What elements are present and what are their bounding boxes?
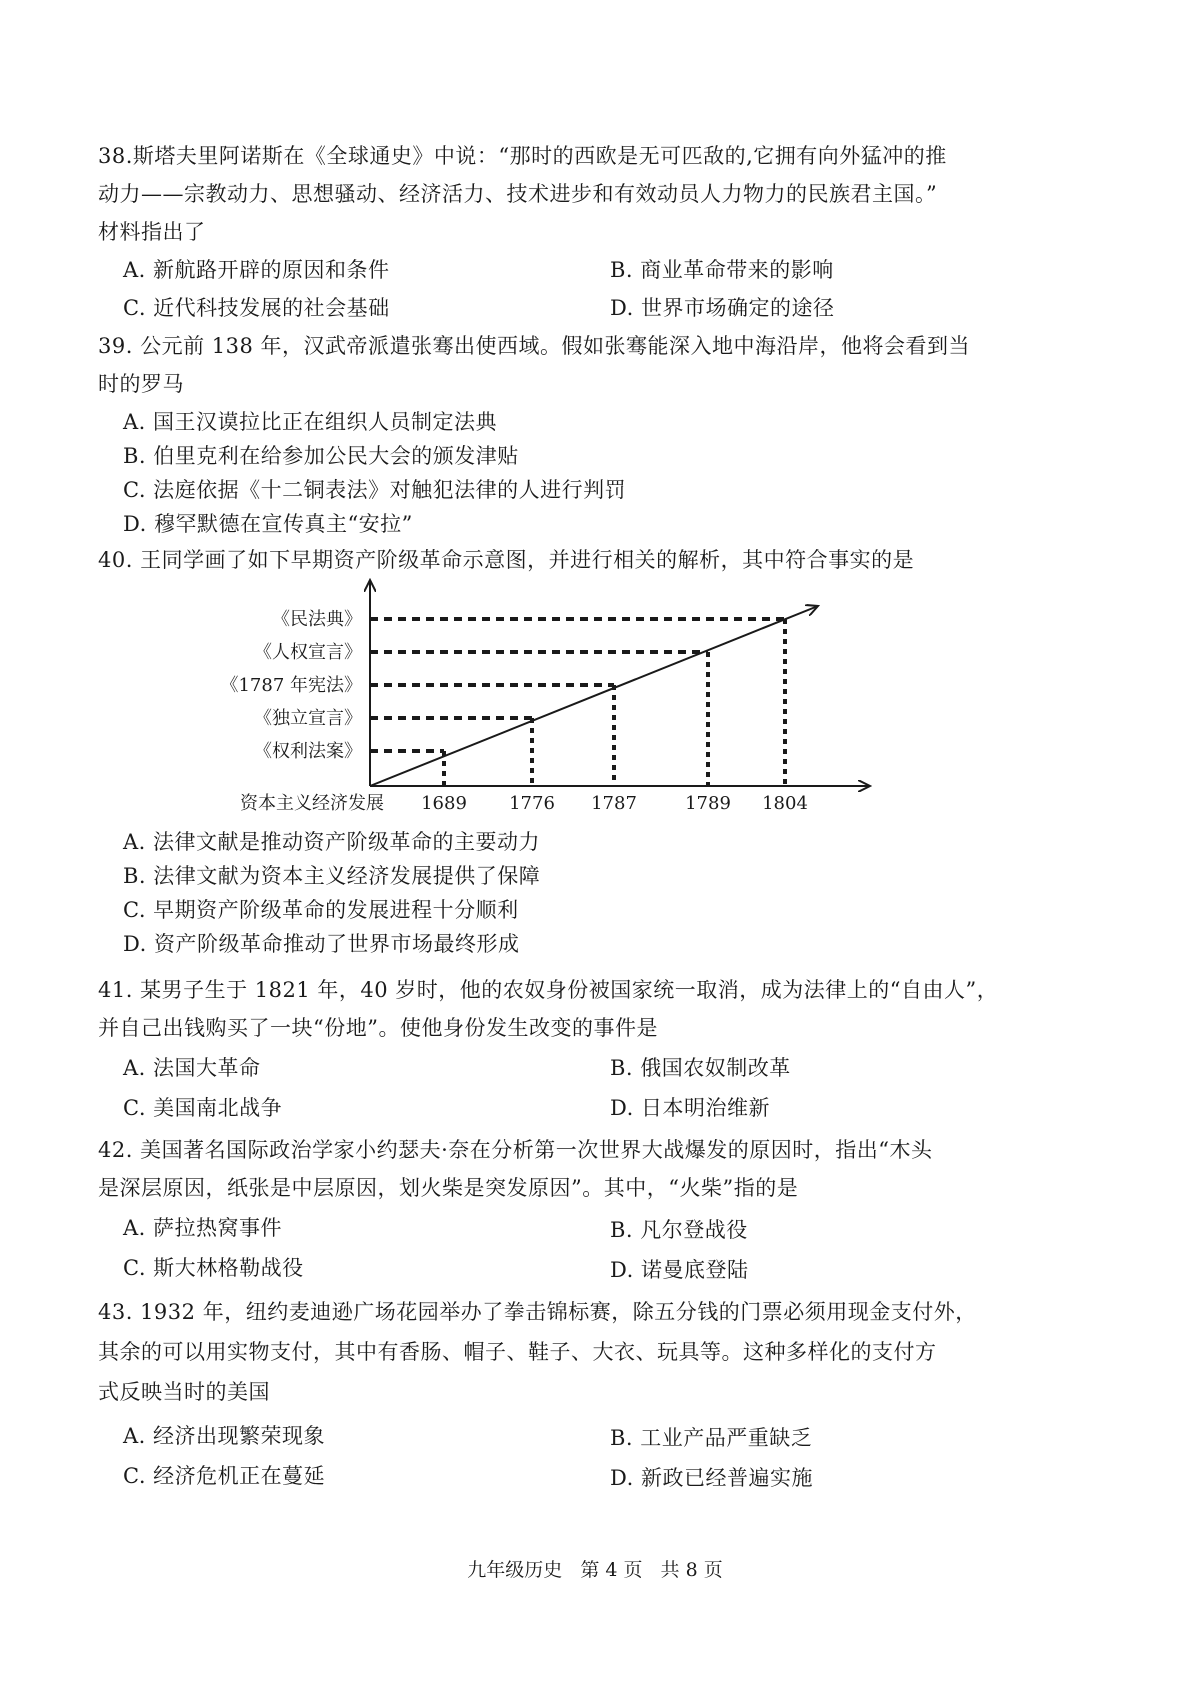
q43-option-a: A. 经济出现繁荣现象 [123, 1424, 326, 1448]
year-label-1804: 1804 [762, 793, 808, 814]
q42-option-c: C. 斯大林格勒战役 [123, 1256, 304, 1280]
q41-stem-line-2: 并自己出钱购买了一块“份地”。使他身份发生改变的事件是 [98, 1016, 658, 1040]
document-label-2: 《1787 年宪法》 [220, 675, 362, 696]
q42-stem-line-2: 是深层原因，纸张是中层原因，划火柴是突发原因”。其中，“火柴”指的是 [98, 1176, 799, 1200]
q39-stem-line-2: 时的罗马 [98, 372, 184, 396]
q39-option-a: A. 国王汉谟拉比正在组织人员制定法典 [123, 410, 498, 434]
q38-option-b: B. 商业革命带来的影响 [610, 258, 834, 282]
document-label-0: 《权利法案》 [254, 741, 362, 762]
q42-option-d: D. 诺曼底登陆 [610, 1258, 749, 1282]
year-label-1776: 1776 [509, 793, 555, 814]
q39-option-d: D. 穆罕默德在宣传真主“安拉” [123, 512, 413, 536]
q40-option-b: B. 法律文献为资本主义经济发展提供了保障 [123, 864, 541, 888]
document-label-3: 《人权宣言》 [254, 642, 362, 663]
x-axis-label: 资本主义经济发展 [240, 793, 384, 814]
footer-page-number: 第 4 页 [580, 1559, 643, 1581]
q41-option-b: B. 俄国农奴制改革 [610, 1056, 791, 1080]
q40-stem-line-1: 40. 王同学画了如下早期资产阶级革命示意图，并进行相关的解析，其中符合事实的是 [98, 548, 915, 572]
q40-option-c: C. 早期资产阶级革命的发展进程十分顺利 [123, 898, 519, 922]
year-label-1787: 1787 [591, 793, 637, 814]
document-label-4: 《民法典》 [272, 609, 362, 630]
q38-stem-line-1: 38.斯塔夫里阿诺斯在《全球通史》中说：“那时的西欧是无可匹敌的,它拥有向外猛冲的推 [98, 144, 947, 168]
document-label-1: 《独立宣言》 [254, 708, 362, 729]
q40-option-d: D. 资产阶级革命推动了世界市场最终形成 [123, 932, 520, 956]
q38-option-d: D. 世界市场确定的途径 [610, 296, 835, 320]
q43-stem-line-2: 其余的可以用实物支付，其中有香肠、帽子、鞋子、大衣、玩具等。这种多样化的支付方 [98, 1340, 937, 1364]
year-label-1789: 1789 [685, 793, 731, 814]
q39-stem-line-1: 39. 公元前 138 年，汉武帝派遣张骞出使西域。假如张骞能深入地中海沿岸，他将会看到当 [98, 334, 971, 358]
page-footer [0, 1555, 1190, 1582]
footer-total-pages: 共 8 页 [660, 1559, 723, 1581]
q43-option-d: D. 新政已经普遍实施 [610, 1466, 813, 1490]
q43-stem-line-1: 43. 1932 年，纽约麦迪逊广场花园举办了拳击锦标赛，除五分钱的门票必须用现金支付外， [98, 1300, 977, 1324]
q38-stem-line-3: 材料指出了 [98, 220, 206, 244]
year-label-1689: 1689 [421, 793, 467, 814]
q40-option-a: A. 法律文献是推动资产阶级革命的主要动力 [123, 830, 541, 854]
q39-option-b: B. 伯里克利在给参加公民大会的颁发津贴 [123, 444, 519, 468]
q42-option-b: B. 凡尔登战役 [610, 1218, 748, 1242]
q41-stem-line-1: 41. 某男子生于 1821 年，40 岁时，他的农奴身份被国家统一取消，成为法律上的“自由人”， [98, 978, 999, 1002]
q43-stem-line-3: 式反映当时的美国 [98, 1380, 270, 1404]
q39-option-c: C. 法庭依据《十二铜表法》对触犯法律的人进行判罚 [123, 478, 627, 502]
q42-option-a: A. 萨拉热窝事件 [123, 1216, 283, 1240]
q38-stem-line-2: 动力——宗教动力、思想骚动、经济活力、技术进步和有效动员人力物力的民族君主国。” [98, 182, 938, 206]
trend-arrow [370, 606, 818, 786]
q41-option-d: D. 日本明治维新 [610, 1096, 770, 1120]
q43-option-c: C. 经济危机正在蔓延 [123, 1464, 326, 1488]
q43-option-b: B. 工业产品严重缺乏 [610, 1426, 813, 1450]
diagram-marks [220, 609, 807, 814]
q42-stem-line-1: 42. 美国著名国际政治学家小约瑟夫·奈在分析第一次世界大战爆发的原因时，指出“木头 [98, 1138, 933, 1162]
q41-option-a: A. 法国大革命 [123, 1056, 261, 1080]
q38-option-a: A. 新航路开辟的原因和条件 [123, 258, 390, 282]
footer-subject: 九年级历史 [467, 1559, 563, 1581]
q41-option-c: C. 美国南北战争 [123, 1096, 283, 1120]
q38-option-c: C. 近代科技发展的社会基础 [123, 296, 390, 320]
